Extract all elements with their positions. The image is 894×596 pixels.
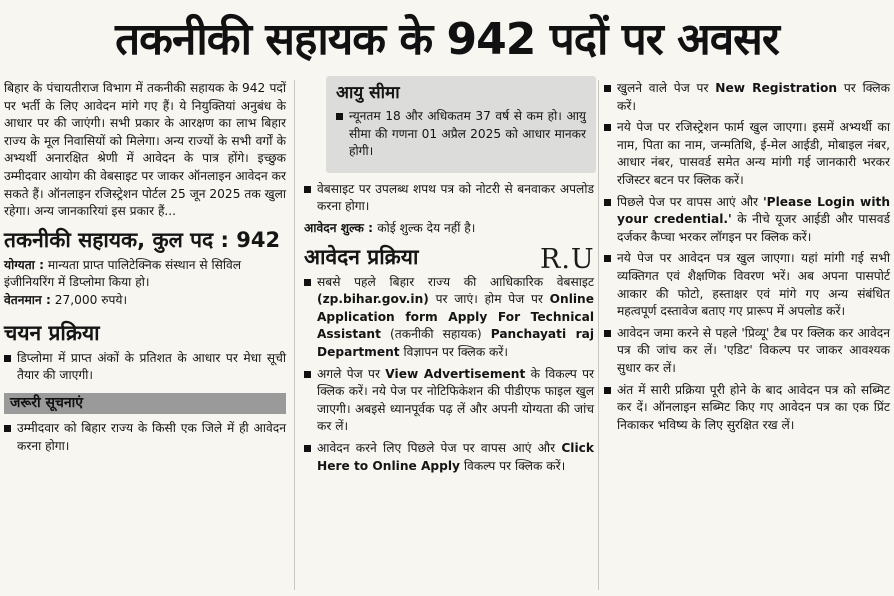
bullet-square-icon [336, 113, 343, 120]
process-step [604, 80, 890, 115]
process-step-text: अंत में सारी प्रक्रिया पूरी होने के बाद आवेदन पत्र को सब्मिट कर दें। ऑनलाइन सब्मिट किए गए आवेदन पत्र का एक प्रिंट निकाकर भविष्य के लिए सुरक्षित रख लें। [617, 382, 890, 432]
bullet-square-icon [304, 371, 311, 378]
pay-label: वेतनमान : [4, 292, 51, 307]
bullet-square-icon [604, 199, 611, 206]
qualification-text: मान्यता प्राप्त पालिटेक्निक संस्थान से सिविल इंजीनियरिंग में डिप्लोमा किया हो। [4, 257, 242, 290]
age-item [336, 108, 586, 161]
affidavit-text: वेबसाइट पर उपलब्ध शपथ पत्र को नोटरी से बनवाकर अपलोड करना होगा। [317, 181, 594, 214]
column-middle [304, 80, 594, 479]
process-step-text: नये पेज पर आवेदन पत्र खुल जाएगा। यहां मांगी गई सभी व्यक्तिगत एवं शैक्षणिक विवरण भरें। अब अपना पासपोर्ट आकार की फोटो, हस्ताक्षर एवं मांगे गए अन्य संबंधित महत्वपूर्ण दस्तावेज बताए गए प्रारूप में अपलोड करें। [617, 251, 890, 319]
bullet-square-icon [4, 425, 11, 432]
headline: तकनीकी सहायक के 942 पदों पर अवसर [115, 14, 779, 65]
process-step [604, 250, 890, 320]
fee-label: आवेदन शुल्क : [304, 220, 373, 235]
column-right [604, 80, 890, 438]
age-heading: आयु सीमा [336, 83, 400, 103]
process-step-text: पिछले पेज पर वापस आएं और 'Please Login with your credential.' के नीचे यूजर आईडी और पासवर्ड दर्जकर कैप्चा भरकर लॉगइन पर क्लिक करें। [617, 194, 890, 244]
bullet-square-icon [304, 279, 311, 286]
column-left [4, 80, 286, 460]
notice-text: उम्मीदवार को बिहार राज्य के किसी एक जिले में ही आवेदन करना होगा। [17, 421, 286, 453]
selection-item [4, 350, 286, 385]
process-step-text: आवेदन जमा करने से पहले 'प्रिव्यू' टैब पर क्लिक कर आवेदन पत्र की जांच कर लें। 'एडिट' विकल्प पर जाकर आवश्यक सुधार कर लें। [617, 325, 890, 375]
process-step-text: सबसे पहले बिहार राज्य की आधिकारिक वेबसाइट (zp.bihar.gov.in) पर जाएं। होम पेज पर Online Application form Apply For Technical Assistant (तकनीकी सहायक) Panchayati raj Department विज्ञापन पर क्लिक करें। [317, 274, 595, 359]
pay-text: 27,000 रुपये। [54, 292, 128, 307]
process-step-text: नये पेज पर रजिस्ट्रेशन फार्म खुल जाएगा। इसमें अभ्यर्थी का नाम, पिता का नाम, जन्मतिथि, ई-मेल आईडी, मोबाइल नंबर, आधार नंबर, पासवर्ड समेत अन्य मांगी गई जानकारी भरकर रजिस्टर बटन पर क्लिक करें। [617, 120, 890, 187]
process-step [604, 382, 890, 435]
process-step-text: आवेदन करने लिए पिछले पेज पर वापस आएं और Click Here to Online Apply विकल्प पर क्लिक करें। [317, 440, 594, 473]
selection-text: डिप्लोमा में प्राप्त अंकों के प्रतिशत के आधार पर मेधा सूची तैयार की जाएगी। [17, 350, 286, 383]
affidavit-item [304, 181, 594, 216]
stamp-mark: R.U [540, 244, 595, 275]
application-fee [304, 220, 594, 238]
process-step [604, 119, 890, 189]
process-step [304, 440, 594, 475]
bullet-square-icon [4, 355, 11, 362]
fee-text: कोई शुल्क देय नहीं है। [377, 220, 476, 235]
bullet-square-icon [304, 445, 311, 452]
bullet-square-icon [604, 387, 611, 394]
age-text: न्यूनतम 18 और अधिकतम 37 वर्ष से कम हो। आयु सीमा की गणना 01 अप्रैल 2025 को आधार मानकर होगी। [349, 109, 586, 159]
age-limit-box [326, 76, 596, 173]
process-step [304, 366, 594, 436]
process-step [604, 194, 890, 247]
intro-paragraph: बिहार के पंचायतीराज विभाग में तकनीकी सहायक के 942 पदों पर भर्ती के लिए आवेदन मांगे गए हैं। ये नियुक्तियां अनुबंध के आधार पर की जाएंगी। सभी प्रकार के आरक्षण का लाभ बिहार राज्य के मूल निवासियों को मिलेगा। अन्य राज्यों के सभी वर्गों के अभ्यर्थी अनारक्षित श्रेणी में आवेदन के पात्र होंगे। इच्छुक उम्मीदवार आयोग की वेबसाइट पर जाकर ऑनलाइन आवेदन कर सकते हैं। ऑनलाइन रजिस्ट्रेशन पोर्टल 25 जून 2025 तक खुला रहेगा। अन्य जानकारियां इस प्रकार हैं... [4, 81, 286, 219]
post-heading: तकनीकी सहायक, कुल पद : 942 [4, 227, 281, 252]
notice-item [4, 420, 286, 455]
column-divider [294, 80, 295, 590]
process-step [604, 325, 890, 378]
qualification-label: योग्यता : [4, 257, 44, 272]
bullet-square-icon [304, 186, 311, 193]
bullet-square-icon [604, 124, 611, 131]
process-step-text: खुलने वाले पेज पर New Registration पर क्लिक करें। [617, 81, 891, 113]
qualification [4, 257, 286, 292]
bullet-square-icon [604, 85, 611, 92]
selection-heading: चयन प्रक्रिया [4, 320, 100, 345]
process-step-text: अगले पेज पर View Advertisement के विकल्प पर क्लिक करें। नये पेज पर नोटिफिकेशन की पीडीएफ फाइल खुल जाएगी। अबइसे ध्यानपूर्वक पढ़ लें और अपनी योग्यता की जांच कर लें। [317, 366, 594, 434]
process-heading: आवेदन प्रक्रिया [304, 244, 419, 269]
notice-heading: जरूरी सूचनाएं [4, 393, 286, 415]
column-divider [598, 80, 599, 590]
pay-scale [4, 292, 286, 310]
process-step [304, 274, 594, 362]
bullet-square-icon [604, 330, 611, 337]
bullet-square-icon [604, 255, 611, 262]
